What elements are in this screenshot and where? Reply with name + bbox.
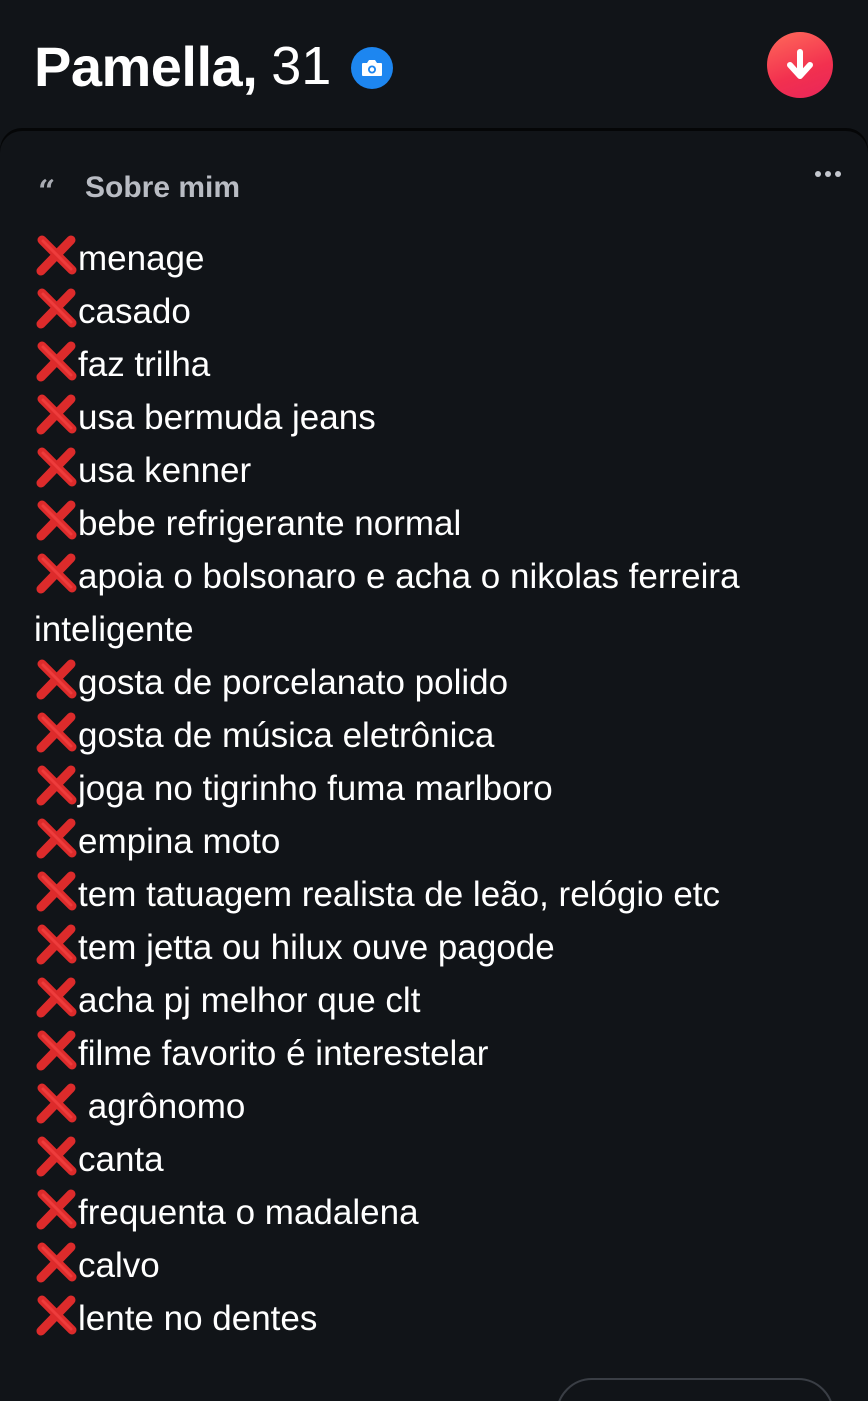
bio-item: [34, 1292, 834, 1345]
bio-item: [34, 974, 834, 1027]
bio-item-text: tem jetta ou hilux ouve pagode: [78, 928, 555, 967]
red-cross-mark-icon: [34, 711, 78, 755]
bio-item-text: joga no tigrinho fuma marlboro: [78, 769, 553, 808]
red-cross-mark-icon: [34, 870, 78, 914]
red-cross-mark-icon: [34, 1135, 78, 1179]
bio-item-text: bebe refrigerante normal: [78, 504, 462, 543]
bio-item-text: filme favorito é interestelar: [78, 1034, 489, 1073]
red-cross-mark-icon: [34, 393, 78, 437]
bio-item-text: lente no dentes: [78, 1299, 318, 1338]
about-section-header: [38, 168, 240, 208]
profile-header: [0, 0, 868, 128]
bio-item-text: usa kenner: [78, 451, 252, 490]
red-cross-mark-icon: [34, 1029, 78, 1073]
bio-item-text: canta: [78, 1140, 164, 1179]
bio-item-text: empina moto: [78, 822, 281, 861]
bio-item: [34, 1080, 834, 1133]
bio-item-text: gosta de porcelanato polido: [78, 663, 509, 702]
bio-item: [34, 444, 834, 497]
red-cross-mark-icon: [34, 1241, 78, 1285]
bio-item: [34, 762, 834, 815]
bio-item-text: casado: [78, 292, 191, 331]
profile-name: Pamella,: [34, 34, 258, 98]
arrow-down-icon: [785, 49, 815, 81]
bio-item: [34, 709, 834, 762]
red-cross-mark-icon: [34, 1082, 78, 1126]
bio-item-text: agrônomo: [78, 1087, 246, 1126]
red-cross-mark-icon: [34, 658, 78, 702]
bio-item-text: usa bermuda jeans: [78, 398, 376, 437]
red-cross-mark-icon: [34, 1294, 78, 1338]
red-cross-mark-icon: [34, 976, 78, 1020]
profile-title: [34, 28, 393, 104]
bio-item: [34, 921, 834, 974]
red-cross-mark-icon: [34, 446, 78, 490]
bio-item: [34, 391, 834, 444]
red-cross-mark-icon: [34, 499, 78, 543]
red-cross-mark-icon: [34, 234, 78, 278]
bio-item: [34, 1133, 834, 1186]
bio-item-text: frequenta o madalena: [78, 1193, 419, 1232]
red-cross-mark-icon: [34, 923, 78, 967]
bio-item: [34, 1239, 834, 1292]
red-cross-mark-icon: [34, 287, 78, 331]
red-cross-mark-icon: [34, 764, 78, 808]
bio-item-text: calvo: [78, 1246, 160, 1285]
bio-item: [34, 1027, 834, 1080]
bio-item: [34, 815, 834, 868]
bio-item: [34, 1186, 834, 1239]
more-horizontal-icon[interactable]: [815, 168, 845, 180]
collapse-profile-button[interactable]: [767, 32, 833, 98]
quote-icon: “: [38, 174, 56, 209]
red-cross-mark-icon: [34, 1188, 78, 1232]
red-cross-mark-icon: [34, 340, 78, 384]
bio-item-text: acha pj melhor que clt: [78, 981, 421, 1020]
profile-age: 31: [271, 36, 332, 96]
red-cross-mark-icon: [34, 817, 78, 861]
camera-verified-icon[interactable]: [351, 47, 393, 89]
bio-item: [34, 550, 834, 656]
about-section-title: Sobre mim: [85, 171, 241, 204]
bio-list: [34, 232, 834, 1345]
bio-item: [34, 285, 834, 338]
bio-item: [34, 656, 834, 709]
bottom-action-button[interactable]: [556, 1378, 834, 1401]
bio-item: [34, 868, 834, 921]
camera-icon: [360, 58, 384, 78]
bio-item: [34, 338, 834, 391]
bio-item-text: menage: [78, 239, 205, 278]
bio-item: [34, 497, 834, 550]
bio-item-text: apoia o bolsonaro e acha o nikolas ferreira inteligente: [34, 557, 740, 649]
red-cross-mark-icon: [34, 552, 78, 596]
bio-item: [34, 232, 834, 285]
bio-item-text: tem tatuagem realista de leão, relógio etc: [78, 875, 721, 914]
bio-item-text: faz trilha: [78, 345, 211, 384]
bio-item-text: gosta de música eletrônica: [78, 716, 495, 755]
